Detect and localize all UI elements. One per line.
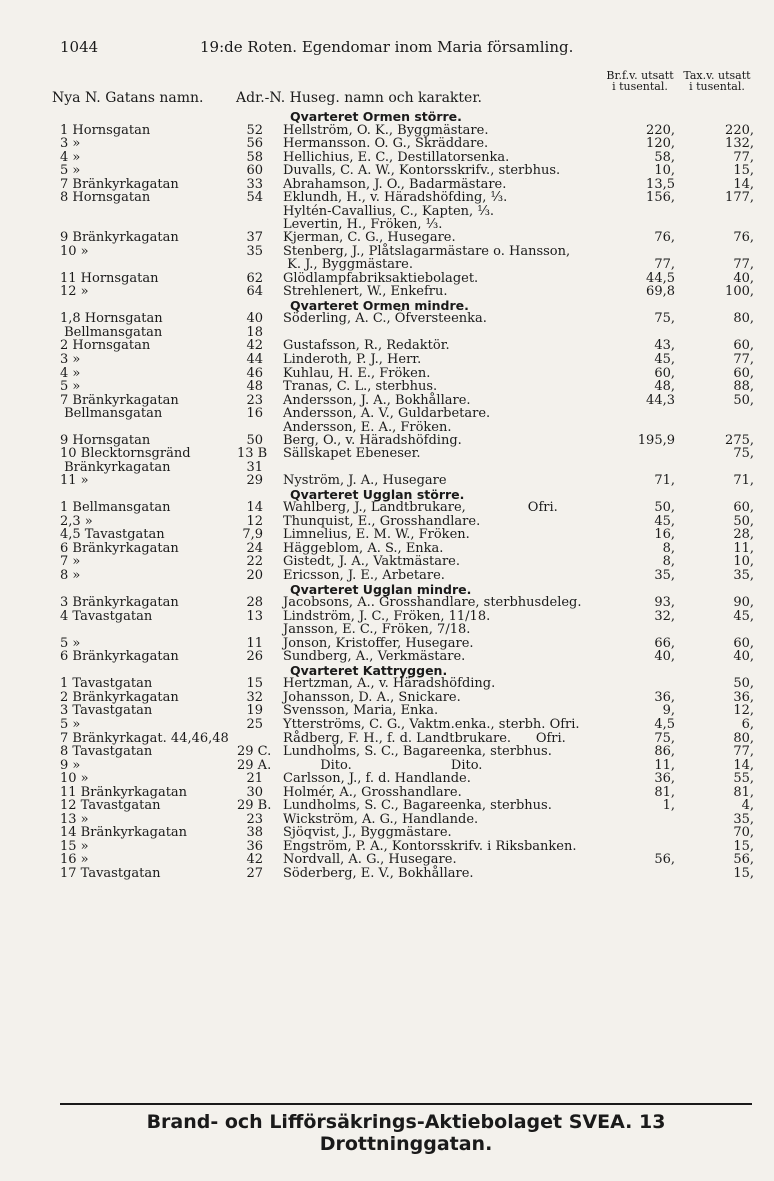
owner: Wickström, A. G., Handlande. bbox=[283, 811, 479, 827]
owner: Kjerman, C. G., Husegare. bbox=[283, 230, 456, 246]
fire-insurance-value: 220, bbox=[646, 122, 675, 138]
block-heading bbox=[0, 110, 774, 124]
tax-value: 50, bbox=[733, 513, 754, 529]
table-row bbox=[0, 786, 774, 800]
fire-insurance-value: 4,5 bbox=[654, 716, 675, 732]
fire-insurance-value: 9, bbox=[662, 703, 675, 719]
owner: Wahlberg, J., Landtbrukare, Ofri. bbox=[283, 500, 558, 516]
tax-value: 4, bbox=[741, 798, 754, 814]
fire-insurance-value: 50, bbox=[654, 500, 675, 516]
fire-insurance-value: 76, bbox=[654, 230, 675, 246]
address: 3 » bbox=[60, 352, 81, 368]
owner: Glödlampfabriksaktiebolaget. bbox=[283, 270, 479, 286]
table-row bbox=[0, 596, 774, 610]
table-row bbox=[0, 434, 774, 448]
owner: Johansson, D. A., Snickare. bbox=[283, 689, 461, 705]
table-row bbox=[0, 447, 774, 474]
owner: Engström, P. A., Kontorsskrifv. i Riksbanken. bbox=[283, 838, 577, 854]
page-title: 19:de Roten. Egendomar inom Maria församling. bbox=[200, 38, 574, 56]
address: 7 Bränkyrkagatan Bellmansgatan bbox=[60, 392, 179, 422]
fire-insurance-value: 77, bbox=[654, 257, 675, 273]
tax-value: 50, bbox=[733, 392, 754, 408]
address: 4,5 Tavastgatan bbox=[60, 527, 165, 543]
table-row bbox=[0, 704, 774, 718]
fire-insurance-value: 58, bbox=[654, 149, 675, 165]
owner: Berg, O., v. Häradshöfding. bbox=[283, 432, 462, 448]
address: 5 » bbox=[60, 635, 81, 651]
address: 5 » bbox=[60, 163, 81, 179]
table-row bbox=[0, 353, 774, 367]
table-row bbox=[0, 474, 774, 488]
owner: Hellström, O. K., Byggmästare. bbox=[283, 122, 489, 138]
table-row bbox=[0, 367, 774, 381]
column-headers bbox=[0, 70, 774, 110]
fire-insurance-value: 45, bbox=[654, 352, 675, 368]
col-gatan: Nya N. Gatans namn. bbox=[52, 90, 204, 106]
fire-insurance-value: 44,5 bbox=[646, 270, 675, 286]
tax-value: 40, bbox=[733, 649, 754, 665]
house-number: 62 bbox=[246, 270, 263, 286]
fire-insurance-value: 66, bbox=[654, 635, 675, 651]
address: 6 Bränkyrkagatan bbox=[60, 649, 179, 665]
fire-insurance-value: 69,8 bbox=[646, 284, 675, 300]
house-number: 26 bbox=[246, 649, 263, 665]
fire-insurance-value: 43, bbox=[654, 338, 675, 354]
tax-value: 28, bbox=[733, 527, 754, 543]
address: 10 Blecktornsgränd Bränkyrkagatan bbox=[60, 446, 191, 475]
tax-value: 177, bbox=[725, 190, 754, 206]
fire-insurance-value: 120, bbox=[646, 136, 675, 152]
page-number: 1044 bbox=[60, 38, 99, 56]
tax-value: 6, bbox=[741, 716, 754, 732]
owner: Hermansson. O. G., Skräddare. bbox=[283, 136, 489, 152]
house-number: 60 bbox=[246, 163, 263, 179]
address: 17 Tavastgatan bbox=[60, 865, 161, 881]
house-number: 29 A. bbox=[237, 757, 272, 773]
house-number: 29 B. bbox=[237, 798, 272, 814]
house-number: 42 bbox=[246, 338, 263, 354]
table-row bbox=[0, 555, 774, 569]
address: 9 Bränkyrkagatan bbox=[60, 230, 179, 246]
tax-value: 77, bbox=[733, 257, 754, 273]
house-number: 35 bbox=[246, 243, 263, 259]
fire-insurance-value: 71, bbox=[654, 473, 675, 489]
address: 3 Tavastgatan bbox=[60, 703, 153, 719]
owner: Stenberg, J., Plåtslagarmästare o. Hansson, K. J., Byggmästare. bbox=[283, 243, 571, 273]
tax-value: 55, bbox=[733, 771, 754, 787]
tax-value: 75, bbox=[733, 446, 754, 462]
address: 4 Tavastgatan bbox=[60, 608, 153, 624]
tax-value: 76, bbox=[733, 230, 754, 246]
address: 3 Bränkyrkagatan bbox=[60, 595, 179, 611]
table-row bbox=[0, 745, 774, 759]
fire-insurance-value: 156, bbox=[646, 190, 675, 206]
block-title: Qvarteret Ugglan större. bbox=[290, 486, 465, 502]
house-number: 11 bbox=[246, 635, 263, 651]
tax-value: 45, bbox=[733, 608, 754, 624]
address: 9 Hornsgatan bbox=[60, 432, 151, 448]
address: 14 Bränkyrkagatan bbox=[60, 825, 188, 841]
address: 6 Bränkyrkagatan bbox=[60, 540, 179, 556]
fire-insurance-value: 93, bbox=[654, 595, 675, 611]
table-row bbox=[0, 840, 774, 854]
house-number: 42 bbox=[246, 852, 263, 868]
table-row bbox=[0, 691, 774, 705]
owner: Ytterströms, C. G., Vaktm.enka., sterbh. Ofri. bbox=[283, 716, 580, 732]
col-taxering: Tax.v. utsatt i tusental. bbox=[683, 69, 751, 93]
table-row bbox=[0, 677, 774, 691]
house-number: 52 bbox=[246, 122, 263, 138]
fire-insurance-value: 75, bbox=[654, 311, 675, 327]
table-row bbox=[0, 164, 774, 178]
table-row bbox=[0, 380, 774, 394]
owner: Holmér, A., Grosshandlare. bbox=[283, 784, 462, 800]
house-number: 64 bbox=[246, 284, 263, 300]
address: 1 Tavastgatan bbox=[60, 676, 153, 692]
owner: Eklundh, H., v. Häradshöfding, ⅓. Hyltén-Cavallius, C., Kapten, ⅓. Levertin, H., Fröken, ⅓. bbox=[283, 190, 508, 233]
tax-value: 14, bbox=[733, 176, 754, 192]
fire-insurance-value: 35, bbox=[654, 568, 675, 584]
house-number: 54 bbox=[246, 190, 263, 206]
address: 12 » bbox=[60, 284, 89, 300]
address: 4 » bbox=[60, 365, 81, 381]
fire-insurance-value: 44,3 bbox=[646, 392, 675, 408]
tax-value: 77, bbox=[733, 352, 754, 368]
tax-value: 10, bbox=[733, 554, 754, 570]
address: 8 » bbox=[60, 568, 81, 584]
address: 2,3 » bbox=[60, 513, 93, 529]
house-number: 12 bbox=[246, 513, 263, 529]
table-row bbox=[0, 501, 774, 515]
owner: Jonson, Kristoffer, Husegare. bbox=[283, 635, 474, 651]
block-title: Qvarteret Ormen mindre. bbox=[290, 297, 469, 313]
table-row bbox=[0, 637, 774, 651]
fire-insurance-value: 1, bbox=[662, 798, 675, 814]
owner: Sjöqvist, J., Byggmästare. bbox=[283, 825, 452, 841]
house-number: 25 bbox=[246, 716, 263, 732]
house-number: 23 16 bbox=[246, 392, 263, 422]
owner: Sundberg, A., Verkmästare. bbox=[283, 649, 466, 665]
tax-value: 60, bbox=[733, 500, 754, 516]
house-number: 27 bbox=[246, 865, 263, 881]
tax-value: 35, bbox=[733, 811, 754, 827]
fire-insurance-value: 195,9 bbox=[637, 432, 675, 448]
house-number: 14 bbox=[246, 500, 263, 516]
tax-value: 50, bbox=[733, 676, 754, 692]
block-title: Qvarteret Kattryggen. bbox=[290, 662, 448, 678]
address: 11 Bränkyrkagatan bbox=[60, 784, 188, 800]
tax-value: 15, bbox=[733, 838, 754, 854]
owner: Lundholms, S. C., Bagareenka, sterbhus. bbox=[283, 798, 552, 814]
tax-value: 70, bbox=[733, 825, 754, 841]
house-number: 36 bbox=[246, 838, 263, 854]
tax-value: 100, bbox=[725, 284, 754, 300]
owner: Abrahamson, J. O., Badarmästare. bbox=[283, 176, 507, 192]
owner: Söderberg, E. V., Bokhållare. bbox=[283, 865, 474, 881]
house-number: 23 bbox=[246, 811, 263, 827]
block-heading bbox=[0, 664, 774, 678]
fire-insurance-value: 13,5 bbox=[646, 176, 675, 192]
table-row bbox=[0, 772, 774, 786]
fire-insurance-value: 45, bbox=[654, 513, 675, 529]
table-row bbox=[0, 285, 774, 299]
address: 2 Hornsgatan bbox=[60, 338, 151, 354]
fire-insurance-value: 36, bbox=[654, 689, 675, 705]
owner: Tranas, C. L., sterbhus. bbox=[283, 379, 438, 395]
house-number: 44 bbox=[246, 352, 263, 368]
address: 2 Bränkyrkagatan bbox=[60, 689, 179, 705]
table-row bbox=[0, 759, 774, 773]
house-number: 33 bbox=[246, 176, 263, 192]
owner: Lindström, J. C., Fröken, 11/18. Jansson, E. C., Fröken, 7/18. bbox=[283, 608, 491, 638]
address: 9 » bbox=[60, 757, 81, 773]
fire-insurance-value: 81, bbox=[654, 784, 675, 800]
tax-value: 132, bbox=[725, 136, 754, 152]
address: 4 » bbox=[60, 149, 81, 165]
col-brandforsakring: Br.f.v. utsatt i tusental. bbox=[606, 69, 674, 93]
house-number: 29 C. bbox=[237, 744, 272, 760]
owner: Ericsson, J. E., Arbetare. bbox=[283, 568, 445, 584]
table-row bbox=[0, 867, 774, 881]
advertisement-footer: Brand- och Lifförsäkrings-Aktiebolaget SVEA. 13 Drottninggatan. bbox=[60, 1103, 752, 1155]
table-row bbox=[0, 272, 774, 286]
house-number: 46 bbox=[246, 365, 263, 381]
tax-value: 77, bbox=[733, 744, 754, 760]
owner: Nyström, J. A., Husegare bbox=[283, 473, 447, 489]
fire-insurance-value: 48, bbox=[654, 379, 675, 395]
table-row bbox=[0, 650, 774, 664]
tax-value: 80, bbox=[733, 730, 754, 746]
address: 12 Tavastgatan bbox=[60, 798, 161, 814]
tax-value: 36, bbox=[733, 689, 754, 705]
owner: Thunquist, E., Grosshandlare. bbox=[283, 513, 481, 529]
owner: Lundholms, S. C., Bagareenka, sterbhus. bbox=[283, 744, 552, 760]
tax-value: 81, bbox=[733, 784, 754, 800]
fire-insurance-value: 40, bbox=[654, 649, 675, 665]
house-number: 56 bbox=[246, 136, 263, 152]
table-row bbox=[0, 813, 774, 827]
table-row bbox=[0, 610, 774, 637]
tax-value: 88, bbox=[733, 379, 754, 395]
house-number: 48 bbox=[246, 379, 263, 395]
owner: Dito. Dito. bbox=[283, 757, 483, 773]
house-number: 20 bbox=[246, 568, 263, 584]
fire-insurance-value: 16, bbox=[654, 527, 675, 543]
house-number: 21 bbox=[246, 771, 263, 787]
tax-value: 90, bbox=[733, 595, 754, 611]
owner: Nordvall, A. G., Husegare. bbox=[283, 852, 457, 868]
owner: Gustafsson, R., Redaktör. bbox=[283, 338, 450, 354]
tax-value: 60, bbox=[733, 365, 754, 381]
house-number: 7,9 bbox=[242, 527, 263, 543]
address: 10 » bbox=[60, 243, 89, 259]
house-number: 24 bbox=[246, 540, 263, 556]
owner: Söderling, A. C., Öfversteenka. bbox=[283, 311, 487, 327]
table-row bbox=[0, 569, 774, 583]
address: 11 Hornsgatan bbox=[60, 270, 159, 286]
address: 5 » bbox=[60, 716, 81, 732]
address: 15 » bbox=[60, 838, 89, 854]
table-row bbox=[0, 124, 774, 138]
tax-value: 275, bbox=[725, 432, 754, 448]
address: 7 Bränkyrkagatan bbox=[60, 176, 179, 192]
fire-insurance-value: 11, bbox=[654, 757, 675, 773]
house-number: 28 bbox=[246, 595, 263, 611]
house-number: 15 bbox=[246, 676, 263, 692]
address: 1 Bellmansgatan bbox=[60, 500, 171, 516]
tax-value: 35, bbox=[733, 568, 754, 584]
fire-insurance-value: 8, bbox=[662, 540, 675, 556]
house-number: 29 bbox=[246, 473, 263, 489]
table-row bbox=[0, 542, 774, 556]
owner: Carlsson, J., f. d. Handlande. bbox=[283, 771, 471, 787]
table-row bbox=[0, 245, 774, 272]
table-row bbox=[0, 515, 774, 529]
table-row bbox=[0, 528, 774, 542]
tax-value: 220, bbox=[725, 122, 754, 138]
owner: Gistedt, J. A., Vaktmästare. bbox=[283, 554, 461, 570]
tax-value: 60, bbox=[733, 338, 754, 354]
table-row bbox=[0, 231, 774, 245]
address: 8 Hornsgatan bbox=[60, 190, 151, 206]
table-row bbox=[0, 826, 774, 840]
house-number: 58 bbox=[246, 149, 263, 165]
address: 13 » bbox=[60, 811, 89, 827]
house-number: 13 B 31 bbox=[237, 446, 268, 475]
tax-value: 11, bbox=[733, 540, 754, 556]
owner: Jacobsons, A.. Grosshandlare, sterbhusdeleg. bbox=[283, 595, 582, 611]
table-row bbox=[0, 151, 774, 165]
owner: Andersson, J. A., Bokhållare. Andersson, A. V., Guldarbetare. Andersson, E. A., Fröken. bbox=[283, 392, 491, 435]
fire-insurance-value: 75, bbox=[654, 730, 675, 746]
tax-value: 80, bbox=[733, 311, 754, 327]
fire-insurance-value: 56, bbox=[654, 852, 675, 868]
tax-value: 12, bbox=[733, 703, 754, 719]
tax-value: 15, bbox=[733, 163, 754, 179]
fire-insurance-value: 36, bbox=[654, 771, 675, 787]
owner: Hellichius, E. C., Destillatorsenka. bbox=[283, 149, 510, 165]
table-row bbox=[0, 137, 774, 151]
table-row bbox=[0, 732, 774, 746]
owner: Svensson, Maria, Enka. bbox=[283, 703, 439, 719]
fire-insurance-value: 8, bbox=[662, 554, 675, 570]
table-row bbox=[0, 312, 774, 339]
address: 3 » bbox=[60, 136, 81, 152]
tax-value: 77, bbox=[733, 149, 754, 165]
tax-value: 15, bbox=[733, 865, 754, 881]
table-row bbox=[0, 799, 774, 813]
house-number: 22 bbox=[246, 554, 263, 570]
house-number: 38 bbox=[246, 825, 263, 841]
tax-value: 71, bbox=[733, 473, 754, 489]
block-heading bbox=[0, 583, 774, 597]
house-number: 19 bbox=[246, 703, 263, 719]
tax-value: 60, bbox=[733, 635, 754, 651]
block-title: Qvarteret Ormen större. bbox=[290, 109, 462, 124]
address: 7 » bbox=[60, 554, 81, 570]
table-row bbox=[0, 394, 774, 434]
house-number: 32 bbox=[246, 689, 263, 705]
address: 1,8 Hornsgatan Bellmansgatan bbox=[60, 311, 163, 340]
address: 1 Hornsgatan bbox=[60, 122, 151, 138]
house-number: 40 18 bbox=[246, 311, 263, 340]
address: 8 Tavastgatan bbox=[60, 744, 153, 760]
owner: Häggeblom, A. S., Enka. bbox=[283, 540, 444, 556]
owner: Duvalls, C. A. W., Kontorsskrifv., sterbhus. bbox=[283, 163, 561, 179]
address: 16 » bbox=[60, 852, 89, 868]
owner: Sällskapet Ebeneser. bbox=[283, 446, 421, 462]
house-number: 30 bbox=[246, 784, 263, 800]
fire-insurance-value: 32, bbox=[654, 608, 675, 624]
tax-value: 56, bbox=[733, 852, 754, 868]
fire-insurance-value: 86, bbox=[654, 744, 675, 760]
tax-value: 14, bbox=[733, 757, 754, 773]
tax-value: 40, bbox=[733, 270, 754, 286]
page-header bbox=[60, 38, 734, 60]
owner: Limnelius, E. M. W., Fröken. bbox=[283, 527, 470, 543]
address: 5 » bbox=[60, 379, 81, 395]
owner: Rådberg, F. H., f. d. Landtbrukare. Ofri. bbox=[283, 730, 566, 746]
owner: Strehlenert, W., Enkefru. bbox=[283, 284, 448, 300]
house-number: 37 bbox=[246, 230, 263, 246]
table-row bbox=[0, 178, 774, 192]
address: 7 Bränkyrkagat. 44,46,48 bbox=[60, 730, 229, 746]
table-row bbox=[0, 718, 774, 732]
fire-insurance-value: 10, bbox=[654, 163, 675, 179]
owner: Kuhlau, H. E., Fröken. bbox=[283, 365, 431, 381]
house-number: 13 bbox=[246, 608, 263, 624]
register-table bbox=[0, 110, 774, 881]
owner: Hertzman, A., v. Häradshöfding. bbox=[283, 676, 496, 692]
house-number: 50 bbox=[246, 432, 263, 448]
fire-insurance-value: 60, bbox=[654, 365, 675, 381]
table-row bbox=[0, 339, 774, 353]
address: 11 » bbox=[60, 473, 89, 489]
block-title: Qvarteret Ugglan mindre. bbox=[290, 581, 472, 597]
table-row bbox=[0, 191, 774, 231]
block-heading bbox=[0, 488, 774, 502]
owner: Linderoth, P. J., Herr. bbox=[283, 352, 422, 368]
table-row bbox=[0, 853, 774, 867]
address: 10 » bbox=[60, 771, 89, 787]
col-adr: Adr.-N. Huseg. namn och karakter. bbox=[236, 90, 482, 106]
